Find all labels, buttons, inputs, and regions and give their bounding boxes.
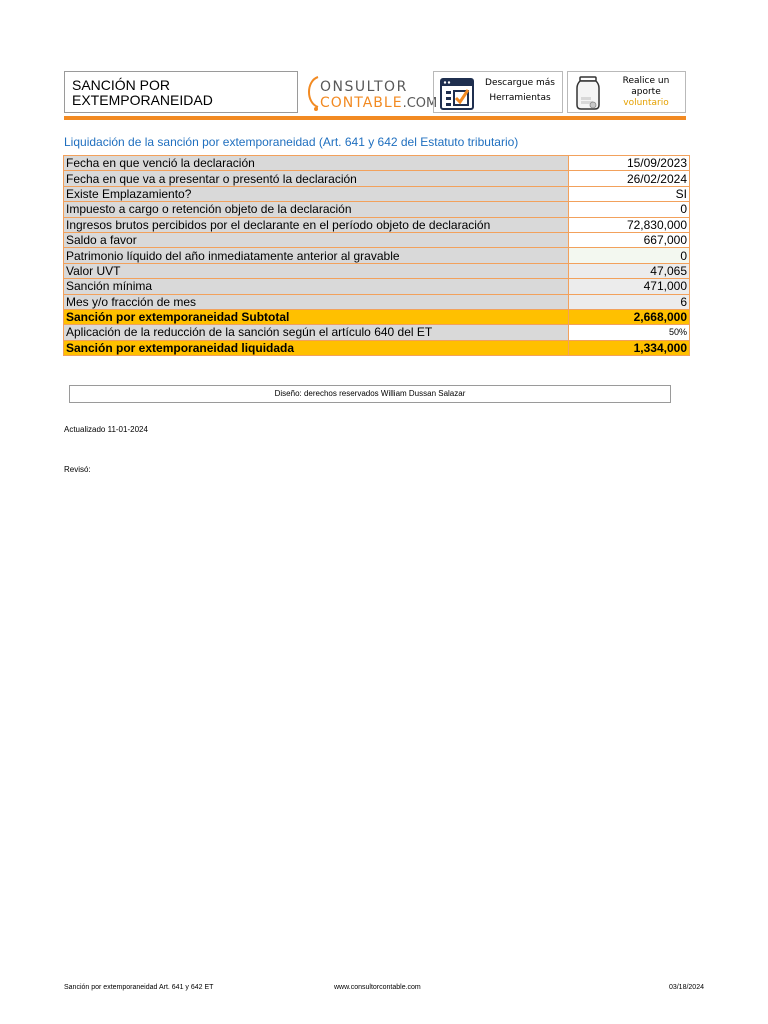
- row-label: Mes y/o fracción de mes: [64, 294, 569, 309]
- row-label: Sanción por extemporaneidad liquidada: [64, 340, 569, 355]
- donate-label-line-3: voluntario: [623, 98, 669, 108]
- table-row: [64, 171, 690, 186]
- table-row: [64, 263, 690, 278]
- tools-label-line-2: Herramientas: [489, 93, 551, 103]
- row-label: Patrimonio líquido del año inmediatamente anterior al gravable: [64, 248, 569, 263]
- table-row-subtotal: [64, 309, 690, 324]
- section-subtitle: Liquidación de la sanción por extemporaneidad (Art. 641 y 642 del Estatuto tributario): [64, 135, 519, 149]
- title-line-2: EXTEMPORANEIDAD: [72, 92, 213, 108]
- logo-text-top: ONSULTOR: [320, 79, 408, 95]
- tools-window-icon: [440, 78, 474, 110]
- header-divider: [64, 116, 686, 120]
- table-row: [64, 325, 690, 340]
- logo-text-bottom: [320, 95, 437, 111]
- download-tools-button[interactable]: [433, 71, 563, 113]
- document-title: [64, 71, 298, 113]
- row-value-filing-date[interactable]: 26/02/2024: [569, 171, 690, 186]
- donate-label-line-2: aporte: [631, 87, 661, 97]
- footer-date: 03/18/2024: [668, 984, 704, 991]
- footer-left: Sanción por extemporaneidad Art. 641 y 642 ET: [64, 984, 214, 991]
- table-row: [64, 232, 690, 247]
- table-row: [64, 186, 690, 201]
- footer-url[interactable]: www.consultorcontable.com: [334, 984, 421, 991]
- donate-button[interactable]: [567, 71, 686, 113]
- table-row: [64, 156, 690, 171]
- reviewed-label: Revisó:: [64, 465, 91, 474]
- row-label: Valor UVT: [64, 263, 569, 278]
- design-credit: Diseño: derechos reservados William Dussan Salazar: [69, 385, 671, 403]
- updated-date: Actualizado 11-01-2024: [64, 425, 148, 434]
- row-value-balance-in-favor[interactable]: 667,000: [569, 232, 690, 247]
- row-label: Sanción por extemporaneidad Subtotal: [64, 309, 569, 324]
- liquidation-table: [63, 155, 690, 356]
- table-row: [64, 294, 690, 309]
- row-label: Ingresos brutos percibidos por el declarante en el período objeto de declaración: [64, 217, 569, 232]
- table-row-total: [64, 340, 690, 355]
- row-label: Existe Emplazamiento?: [64, 186, 569, 201]
- row-label: Saldo a favor: [64, 232, 569, 247]
- row-value-tax-due[interactable]: 0: [569, 202, 690, 217]
- table-row: [64, 279, 690, 294]
- row-value-summons[interactable]: SI: [569, 186, 690, 201]
- row-label: Sanción mínima: [64, 279, 569, 294]
- consultor-contable-logo[interactable]: [302, 71, 438, 113]
- row-value-reduction[interactable]: 50%: [569, 325, 690, 340]
- row-value-due-date[interactable]: 15/09/2023: [569, 156, 690, 171]
- tools-label-line-1: Descargue más: [485, 78, 555, 88]
- row-label: Impuesto a cargo o retención objeto de la declaración: [64, 202, 569, 217]
- table-row: [64, 202, 690, 217]
- title-line-1: SANCIÓN POR: [72, 77, 171, 93]
- row-value-uvt: 47,065: [569, 263, 690, 278]
- row-label: Fecha en que va a presentar o presentó la declaración: [64, 171, 569, 186]
- row-value-minimum-penalty: 471,000: [569, 279, 690, 294]
- table-row: [64, 248, 690, 263]
- logo-bracket-icon: [302, 71, 322, 113]
- row-value-subtotal: 2,668,000: [569, 309, 690, 324]
- row-label: Fecha en que venció la declaración: [64, 156, 569, 171]
- row-value-total: 1,334,000: [569, 340, 690, 355]
- table-row: [64, 217, 690, 232]
- donate-label-line-1: Realice un: [622, 76, 670, 86]
- logo-text-contable: CONTABLE: [320, 95, 403, 111]
- row-value-gross-income[interactable]: 72,830,000: [569, 217, 690, 232]
- logo-text-com: .COM: [402, 96, 438, 111]
- row-label: Aplicación de la reducción de la sanción según el artículo 640 del ET: [64, 325, 569, 340]
- row-value-net-worth[interactable]: 0: [569, 248, 690, 263]
- row-value-months: 6: [569, 294, 690, 309]
- donation-jar-icon: [573, 75, 603, 111]
